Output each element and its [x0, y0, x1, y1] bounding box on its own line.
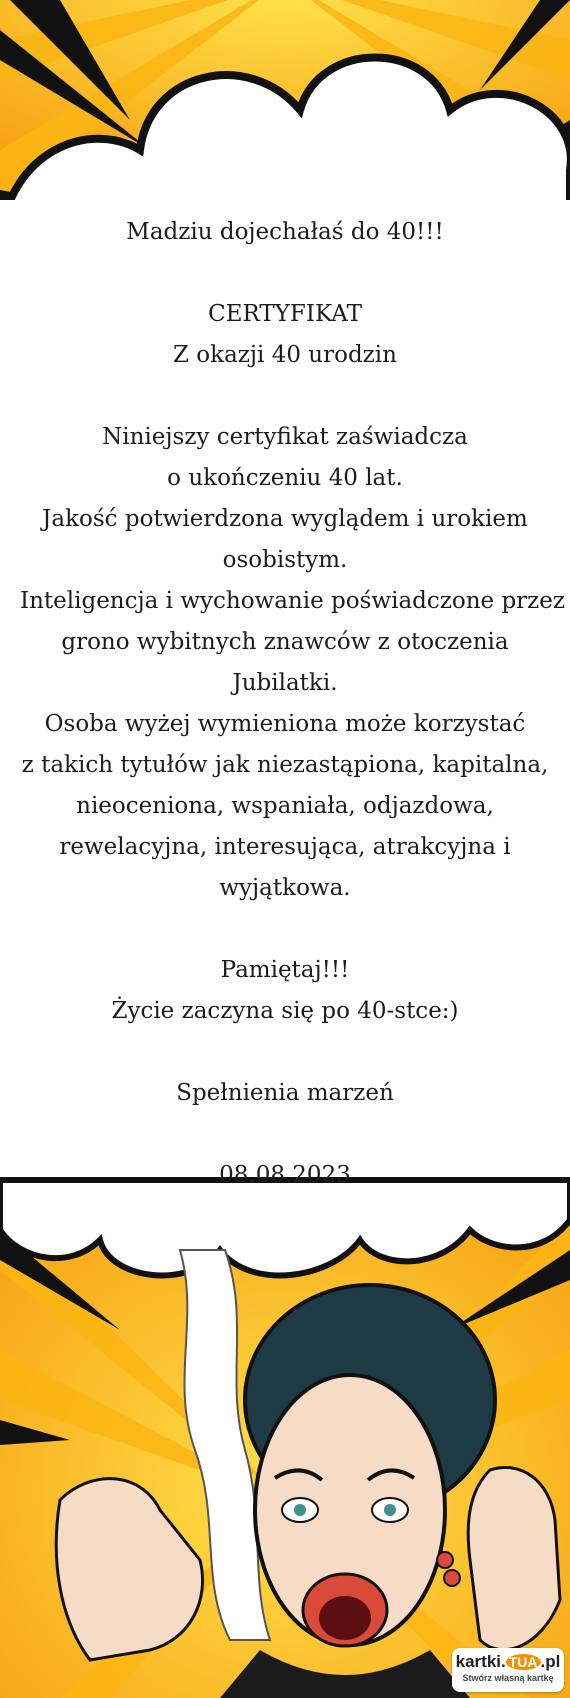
body-line: o ukończeniu 40 lat. [167, 465, 403, 491]
blank-line [20, 253, 550, 294]
blank-line [20, 1032, 550, 1073]
body-line: osobistym. [222, 547, 348, 573]
body-line: Inteligencja i wychowanie poświadczone przez [20, 588, 566, 614]
body-line: Osoba wyżej wymieniona może korzystać [44, 711, 526, 737]
reminder-text: Pamiętaj!!! [220, 957, 350, 983]
blank-line [20, 376, 550, 417]
body-line: Niniejszy certyfikat zaświadcza [102, 424, 468, 450]
body-line: nieoceniona, wspaniała, odjazdowa, [76, 793, 494, 819]
date-text: 08.08.2023 [219, 1162, 351, 1188]
blank-line [20, 909, 550, 950]
logo-tagline: Stwórz własną kartkę [462, 1673, 554, 1683]
body-line: rewelacyjna, interesująca, atrakcyjna i [59, 834, 511, 860]
body-line: z takich tytułów jak niezastąpiona, kapitalna, [21, 752, 549, 778]
wishes-text: Spełnienia marzeń [176, 1080, 394, 1106]
body-line: Jakość potwierdzona wyglądem i urokiem [42, 506, 528, 532]
reminder-text: Życie zaczyna się po 40-stce:) [111, 998, 459, 1024]
certificate-title: CERTYFIKAT [208, 301, 362, 327]
kartki-tua-logo[interactable] [452, 1648, 564, 1692]
certificate-message [20, 212, 566, 1196]
body-line: Jubilatki. [232, 670, 338, 696]
body-line: wyjątkowa. [219, 875, 351, 901]
body-line: grono wybitnych znawców z otoczenia [61, 629, 509, 655]
logo-brand: kartki. TUA .pl [455, 1652, 561, 1671]
blank-line [20, 1114, 550, 1155]
headline-text: Madziu dojechałaś do 40!!! [126, 219, 444, 245]
occasion-text: Z okazji 40 urodzin [173, 342, 397, 368]
